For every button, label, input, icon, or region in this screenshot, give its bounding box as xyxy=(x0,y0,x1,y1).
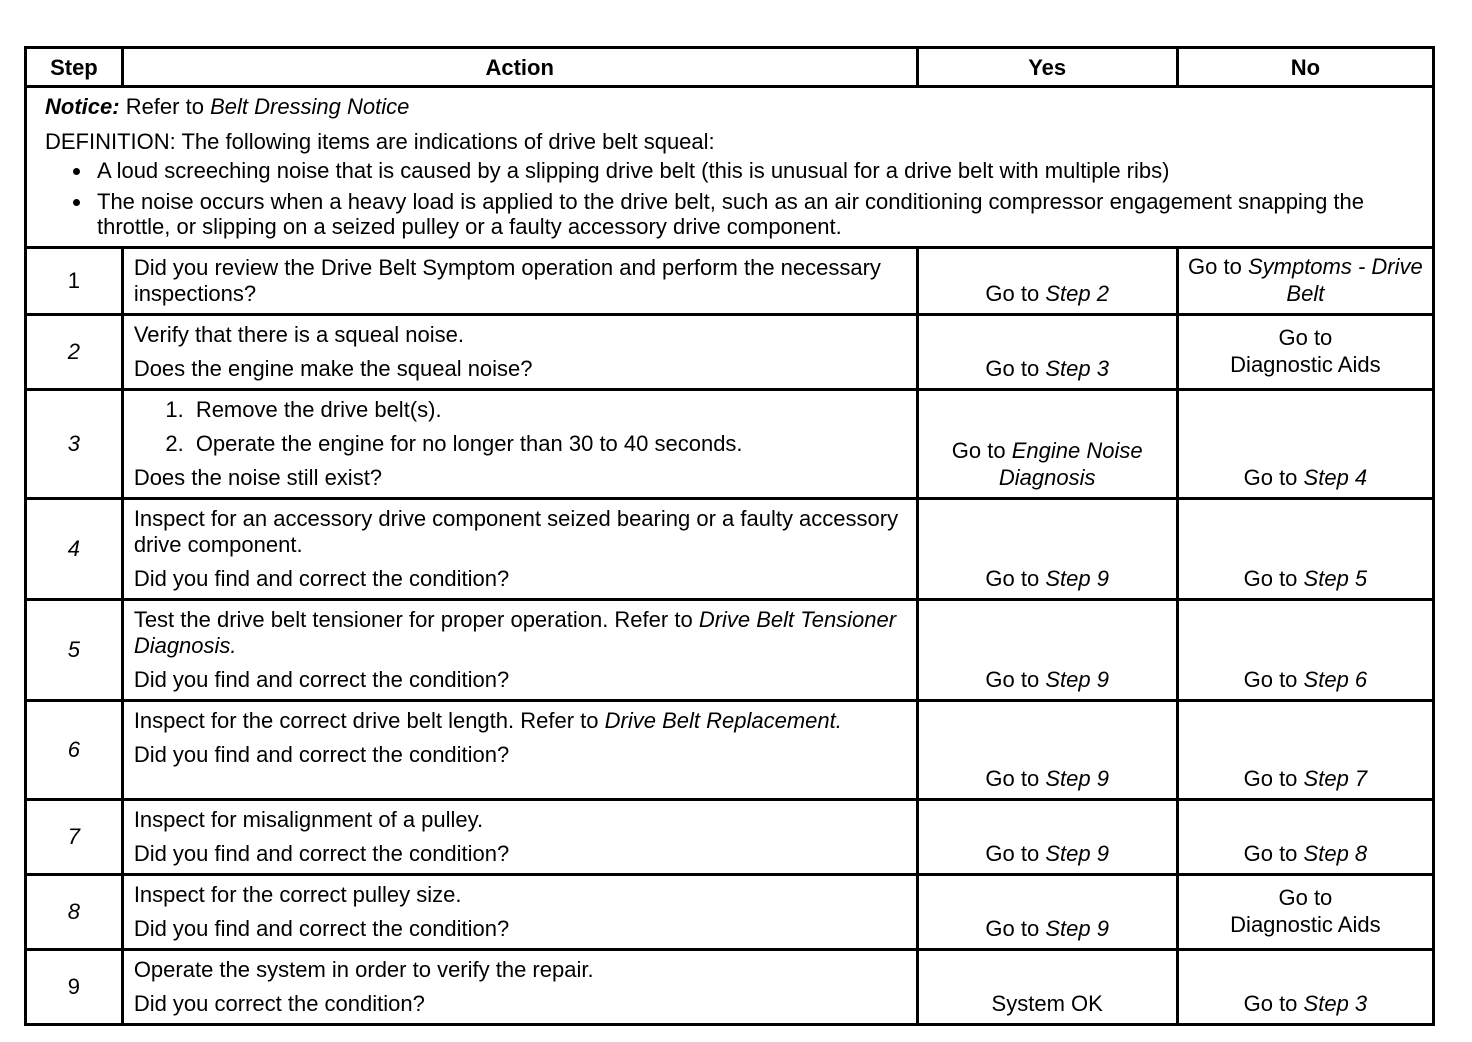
step-number: 5 xyxy=(26,600,123,701)
step-row xyxy=(26,600,1434,701)
yes-plain: System OK xyxy=(991,991,1103,1016)
action-question: Did you find and correct the condition? xyxy=(133,916,510,941)
yes-prefix: Go to xyxy=(985,566,1040,591)
step-number: 4 xyxy=(26,499,123,600)
step-row xyxy=(26,499,1434,600)
step-action xyxy=(122,499,917,600)
step-row xyxy=(26,950,1434,1025)
definition-item: • A loud screeching noise that is caused by a slipping drive belt (this is unusual for a drive belt with multiple ribs) xyxy=(93,158,1414,183)
no-prefix: Go to xyxy=(1243,991,1298,1016)
no-prefix: Go to xyxy=(1278,885,1333,910)
action-question: Did you correct the condition? xyxy=(133,991,425,1016)
no-prefix: Go to xyxy=(1278,325,1333,350)
yes-result xyxy=(917,248,1177,315)
no-result xyxy=(1177,248,1433,315)
yes-ref: Step 2 xyxy=(1045,281,1109,306)
yes-result xyxy=(917,315,1177,390)
yes-prefix: Go to xyxy=(951,438,1006,463)
yes-prefix: Go to xyxy=(985,841,1040,866)
step-action xyxy=(122,701,917,800)
diagnostic-table-document xyxy=(24,46,1435,1026)
no-prefix: Go to xyxy=(1243,841,1298,866)
yes-result xyxy=(917,499,1177,600)
step-action xyxy=(122,600,917,701)
header-action: Action xyxy=(122,48,917,87)
yes-ref: Step 9 xyxy=(1045,841,1109,866)
action-list xyxy=(134,397,906,457)
step-action xyxy=(122,248,917,315)
step-row xyxy=(26,875,1434,950)
yes-ref: Step 9 xyxy=(1045,916,1109,941)
no-ref: Step 8 xyxy=(1303,841,1368,866)
yes-ref: Step 9 xyxy=(1045,566,1109,591)
step-number: 8 xyxy=(26,875,123,950)
action-text: Test the drive belt tensioner for proper operation. Refer to xyxy=(133,607,693,632)
no-prefix: Go to xyxy=(1188,254,1242,279)
no-result xyxy=(1177,390,1433,499)
step-row xyxy=(26,248,1434,315)
no-ref: Step 7 xyxy=(1303,766,1368,791)
definition-text: DEFINITION: The following items are indications of drive belt squeal: xyxy=(45,129,715,154)
step-number: 6 xyxy=(26,701,123,800)
action-question: Does the noise still exist? xyxy=(133,465,383,490)
step-action xyxy=(122,390,917,499)
action-list-item: 2. Operate the engine for no longer than 30 to 40 seconds. xyxy=(190,431,906,457)
notice-text: Refer to xyxy=(125,94,204,119)
notice-line xyxy=(45,94,1414,119)
yes-prefix: Go to xyxy=(985,667,1040,692)
action-line: Did you review the Drive Belt Symptom operation and perform the necessary inspections? xyxy=(133,255,881,306)
no-ref: Step 6 xyxy=(1303,667,1368,692)
notice-ref: Belt Dressing Notice xyxy=(210,94,410,119)
step-action xyxy=(122,950,917,1025)
no-prefix: Go to xyxy=(1243,766,1298,791)
step-row xyxy=(26,390,1434,499)
action-question: Did you find and correct the condition? xyxy=(133,742,510,767)
step-action xyxy=(122,315,917,390)
no-ref: Symptoms - Drive Belt xyxy=(1247,254,1423,306)
definition-list xyxy=(45,158,1414,239)
no-ref: Step 3 xyxy=(1303,991,1368,1016)
yes-prefix: Go to xyxy=(985,281,1040,306)
step-action xyxy=(122,800,917,875)
action-text: Inspect for the correct drive belt length. Refer to xyxy=(133,708,599,733)
action-line: Inspect for an accessory drive component seized bearing or a faulty accessory drive component. xyxy=(133,506,899,557)
no-result xyxy=(1177,600,1433,701)
no-prefix: Go to xyxy=(1243,465,1298,490)
yes-result xyxy=(917,701,1177,800)
action-line: Inspect for misalignment of a pulley. xyxy=(133,807,484,832)
header-no: No xyxy=(1177,48,1433,87)
yes-result xyxy=(917,800,1177,875)
no-prefix: Go to xyxy=(1243,566,1298,591)
action-list-item: 1. Remove the drive belt(s). xyxy=(190,397,906,423)
action-ref: Drive Belt Replacement. xyxy=(604,708,842,733)
header-row xyxy=(26,48,1434,87)
diagnostic-table xyxy=(24,46,1435,1026)
yes-result xyxy=(917,875,1177,950)
no-result xyxy=(1177,701,1433,800)
yes-result xyxy=(917,390,1177,499)
step-number: 9 xyxy=(26,950,123,1025)
notice-row xyxy=(26,87,1434,248)
yes-ref: Step 9 xyxy=(1045,766,1109,791)
action-line: Verify that there is a squeal noise. xyxy=(133,322,465,347)
step-number: 2 xyxy=(26,315,123,390)
action-line xyxy=(134,708,906,734)
no-prefix: Go to xyxy=(1243,667,1298,692)
no-ref: Step 4 xyxy=(1303,465,1368,490)
step-row xyxy=(26,315,1434,390)
no-result xyxy=(1177,800,1433,875)
step-action xyxy=(122,875,917,950)
no-result xyxy=(1177,875,1433,950)
step-row xyxy=(26,701,1434,800)
action-line: Operate the system in order to verify the repair. xyxy=(133,957,594,982)
action-line: Inspect for the correct pulley size. xyxy=(133,882,462,907)
action-question: Did you find and correct the condition? xyxy=(133,841,510,866)
no-result xyxy=(1177,315,1433,390)
step-row xyxy=(26,800,1434,875)
yes-prefix: Go to xyxy=(985,766,1040,791)
yes-result xyxy=(917,600,1177,701)
yes-prefix: Go to xyxy=(985,356,1040,381)
yes-ref: Engine Noise Diagnosis xyxy=(998,438,1143,490)
no-ref: Step 5 xyxy=(1303,566,1368,591)
yes-ref: Step 3 xyxy=(1045,356,1109,381)
step-number: 7 xyxy=(26,800,123,875)
action-question: Did you find and correct the condition? xyxy=(133,566,510,591)
no-plain: Diagnostic Aids xyxy=(1230,352,1381,377)
no-plain: Diagnostic Aids xyxy=(1230,912,1381,937)
action-question: Did you find and correct the condition? xyxy=(133,667,510,692)
yes-ref: Step 9 xyxy=(1045,667,1109,692)
action-line xyxy=(134,607,906,659)
step-number: 1 xyxy=(26,248,123,315)
notice-cell xyxy=(26,87,1434,248)
header-yes: Yes xyxy=(917,48,1177,87)
no-result xyxy=(1177,950,1433,1025)
header-step: Step xyxy=(26,48,123,87)
yes-result xyxy=(917,950,1177,1025)
yes-prefix: Go to xyxy=(985,916,1040,941)
no-result xyxy=(1177,499,1433,600)
action-question: Does the engine make the squeal noise? xyxy=(133,356,533,381)
notice-label: Notice: xyxy=(45,94,120,119)
step-number: 3 xyxy=(26,390,123,499)
action-ref: Drive Belt Tensioner Diagnosis. xyxy=(133,607,897,658)
definition-item: • The noise occurs when a heavy load is applied to the drive belt, such as an air conditioning compressor engagement snapping the throttle, or slipping on a seized pulley or a faulty accessory drive component. xyxy=(93,189,1414,239)
